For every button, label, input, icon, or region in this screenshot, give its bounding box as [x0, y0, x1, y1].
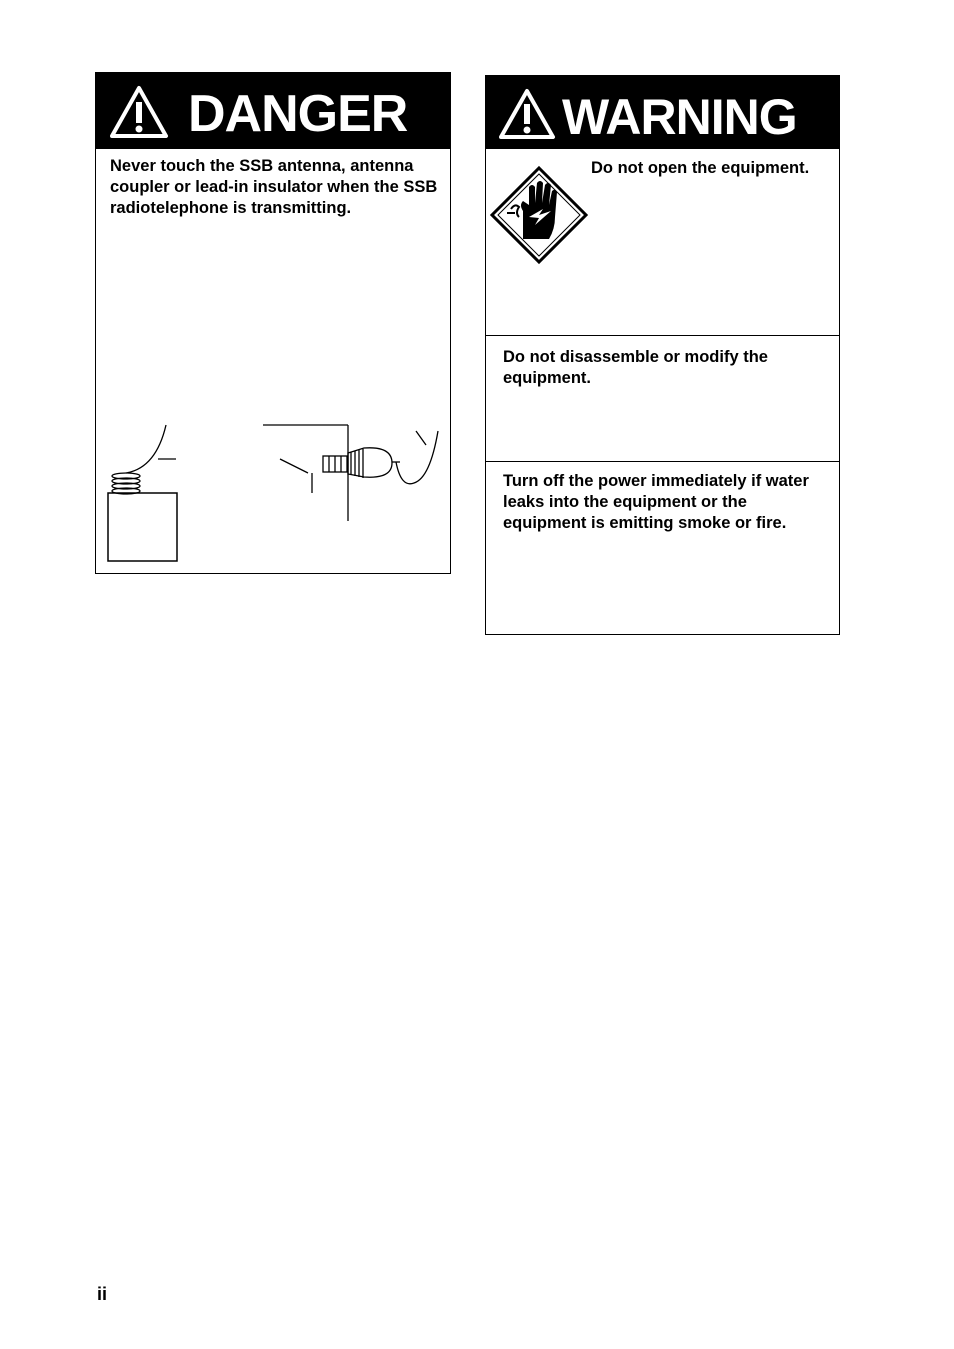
warning-triangle-icon [497, 87, 557, 141]
warning-banner [486, 76, 839, 149]
danger-box [95, 72, 451, 574]
warning-box [485, 75, 840, 635]
warning-item-2: Do not disassemble or modify the equipment. [503, 348, 768, 387]
page-number: ii [97, 1284, 108, 1304]
warning-divider-2 [486, 461, 839, 462]
antenna-illustration [96, 413, 452, 573]
electric-shock-hand-icon [489, 165, 589, 265]
warning-divider-1 [486, 335, 839, 336]
danger-message: Never touch the SSB antenna, antenna coupler or lead-in insulator when the SSB radiotelephone is transmitting. [110, 157, 438, 217]
danger-banner [96, 73, 450, 149]
warning-title: WARNING [562, 89, 797, 145]
warning-item-1: Do not open the equipment. [591, 159, 810, 177]
danger-title: DANGER [188, 85, 408, 143]
warning-triangle-icon [108, 84, 170, 140]
warning-item-3: Turn off the power immediately if water leaks into the equipment or the equipment is emitting smoke or fire. [503, 472, 809, 532]
antenna-coupler-box [108, 493, 177, 561]
